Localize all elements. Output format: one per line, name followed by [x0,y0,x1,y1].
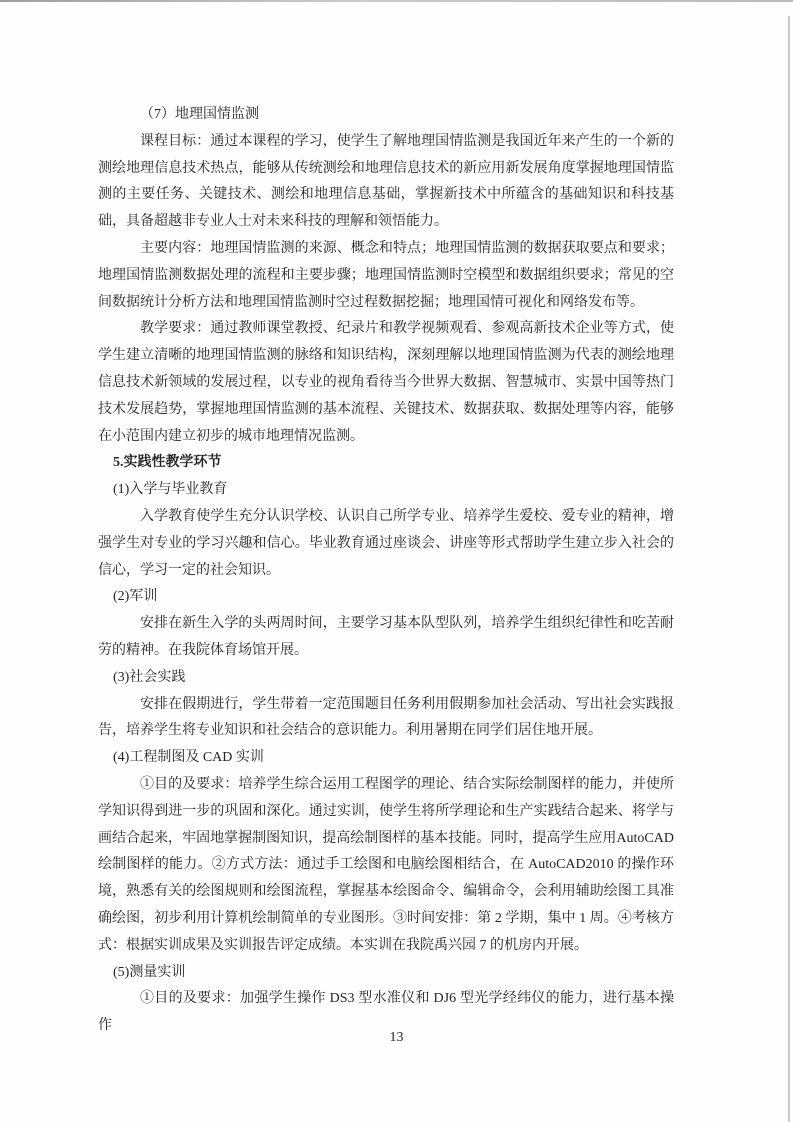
bold-section-heading: 5.实践性教学环节 [113,455,222,471]
page-number: 13 [389,1030,404,1045]
item-heading: (4)工程制图及 CAD 实训 [113,750,264,766]
item-heading: (2)军训 [113,589,158,605]
paragraph: ①目的及要求：加强学生操作 DS3 型水准仪和 DJ6 型光学经纬仪的能力，进行基本操作 [98,991,674,1034]
paragraph: 教学要求：通过教师课堂教授、纪录片和教学视频观看、参观高新技术企业等方式，使学生建立清晰的地理国情监测的脉络和知识结构，深刻理解以地理国情监测为代表的测绘地理信息技术新领域的发展过程，以专业的视角看待当今世界大数据、智慧城市、实景中国等热门技术发展趋势，掌握地理国情监测的基本流程、关键技术、数据获取、数据处理等内容，能够在小范围内建立初步的城市地理情况监测。 [98,321,674,444]
paragraph: 入学教育使学生充分认识学校、认识自己所学专业、培养学生爱校、爱专业的精神，增强学生对专业的学习兴趣和信心。毕业教育通过座谈会、讲座等形式帮助学生建立步入社会的信心，学习一定的社会知识。 [98,508,674,578]
paragraph: 安排在假期进行，学生带着一定范围题目任务利用假期参加社会活动、写出社会实践报告，培养学生将专业知识和社会结合的意识能力。利用暑期在同学们居住地开展。 [98,696,674,739]
paragraph: ①目的及要求：培养学生综合运用工程图学的理论、结合实际绘制图样的能力，并使所学知识得到进一步的巩固和深化。通过实训，使学生将所学理论和生产实践结合起来、将学与画结合起来，牢固地掌握制图知识，提高绘制图样的基本技能。同时，提高学生应用AutoCAD 绘制图样的能力。②方式方法：通过手工绘图和电脑绘图相结合，在 AutoCAD2010 的操作环境，熟悉有关的绘图规则和绘图流程，掌握基本绘图命令、编辑命令，会利用辅助绘图工具准确绘图，初步利用计算机绘制简单的专业图形。③时间安排：第 2 学期，集中 1 周。④考核方式：根据实训成果及实训报告评定成绩。本实训在我院禹兴园 7 的机房内开展。 [98,776,674,953]
paragraph: 主要内容：地理国情监测的来源、概念和特点；地理国情监测的数据获取要点和要求；地理国情监测数据处理的流程和主要步骤；地理国情监测时空模型和数据组织要求；常见的空间数据统计分析方法和地理国情监测时空过程数据挖掘；地理国情可视化和网络发布等。 [98,240,674,310]
paragraph: 安排在新生入学的头两周时间，主要学习基本队型队列，培养学生组织纪律性和吃苦耐劳的精神。在我院体育场馆开展。 [98,616,674,658]
scan-edge-top-line [0,0,793,2]
item-heading: (3)社会实践 [113,669,186,685]
item-heading: (5)测量实训 [113,964,186,980]
scan-edge-right-line [788,16,790,1122]
document-body [98,102,674,1040]
item-heading: (1)入学与毕业教育 [113,482,228,498]
paragraph: 课程目标：通过本课程的学习，使学生了解地理国情监测是我国近年来产生的一个新的测绘地理信息技术热点，能够从传统测绘和地理信息技术的新应用新发展角度掌握地理国情监测的主要任务、关键技术、测绘和地理信息基础，掌握新技术中所蕴含的基础知识和科技基础，具备超越非专业人士对未来科技的理解和领悟能力。 [98,133,674,230]
section-heading: （7）地理国情监测 [140,107,259,122]
